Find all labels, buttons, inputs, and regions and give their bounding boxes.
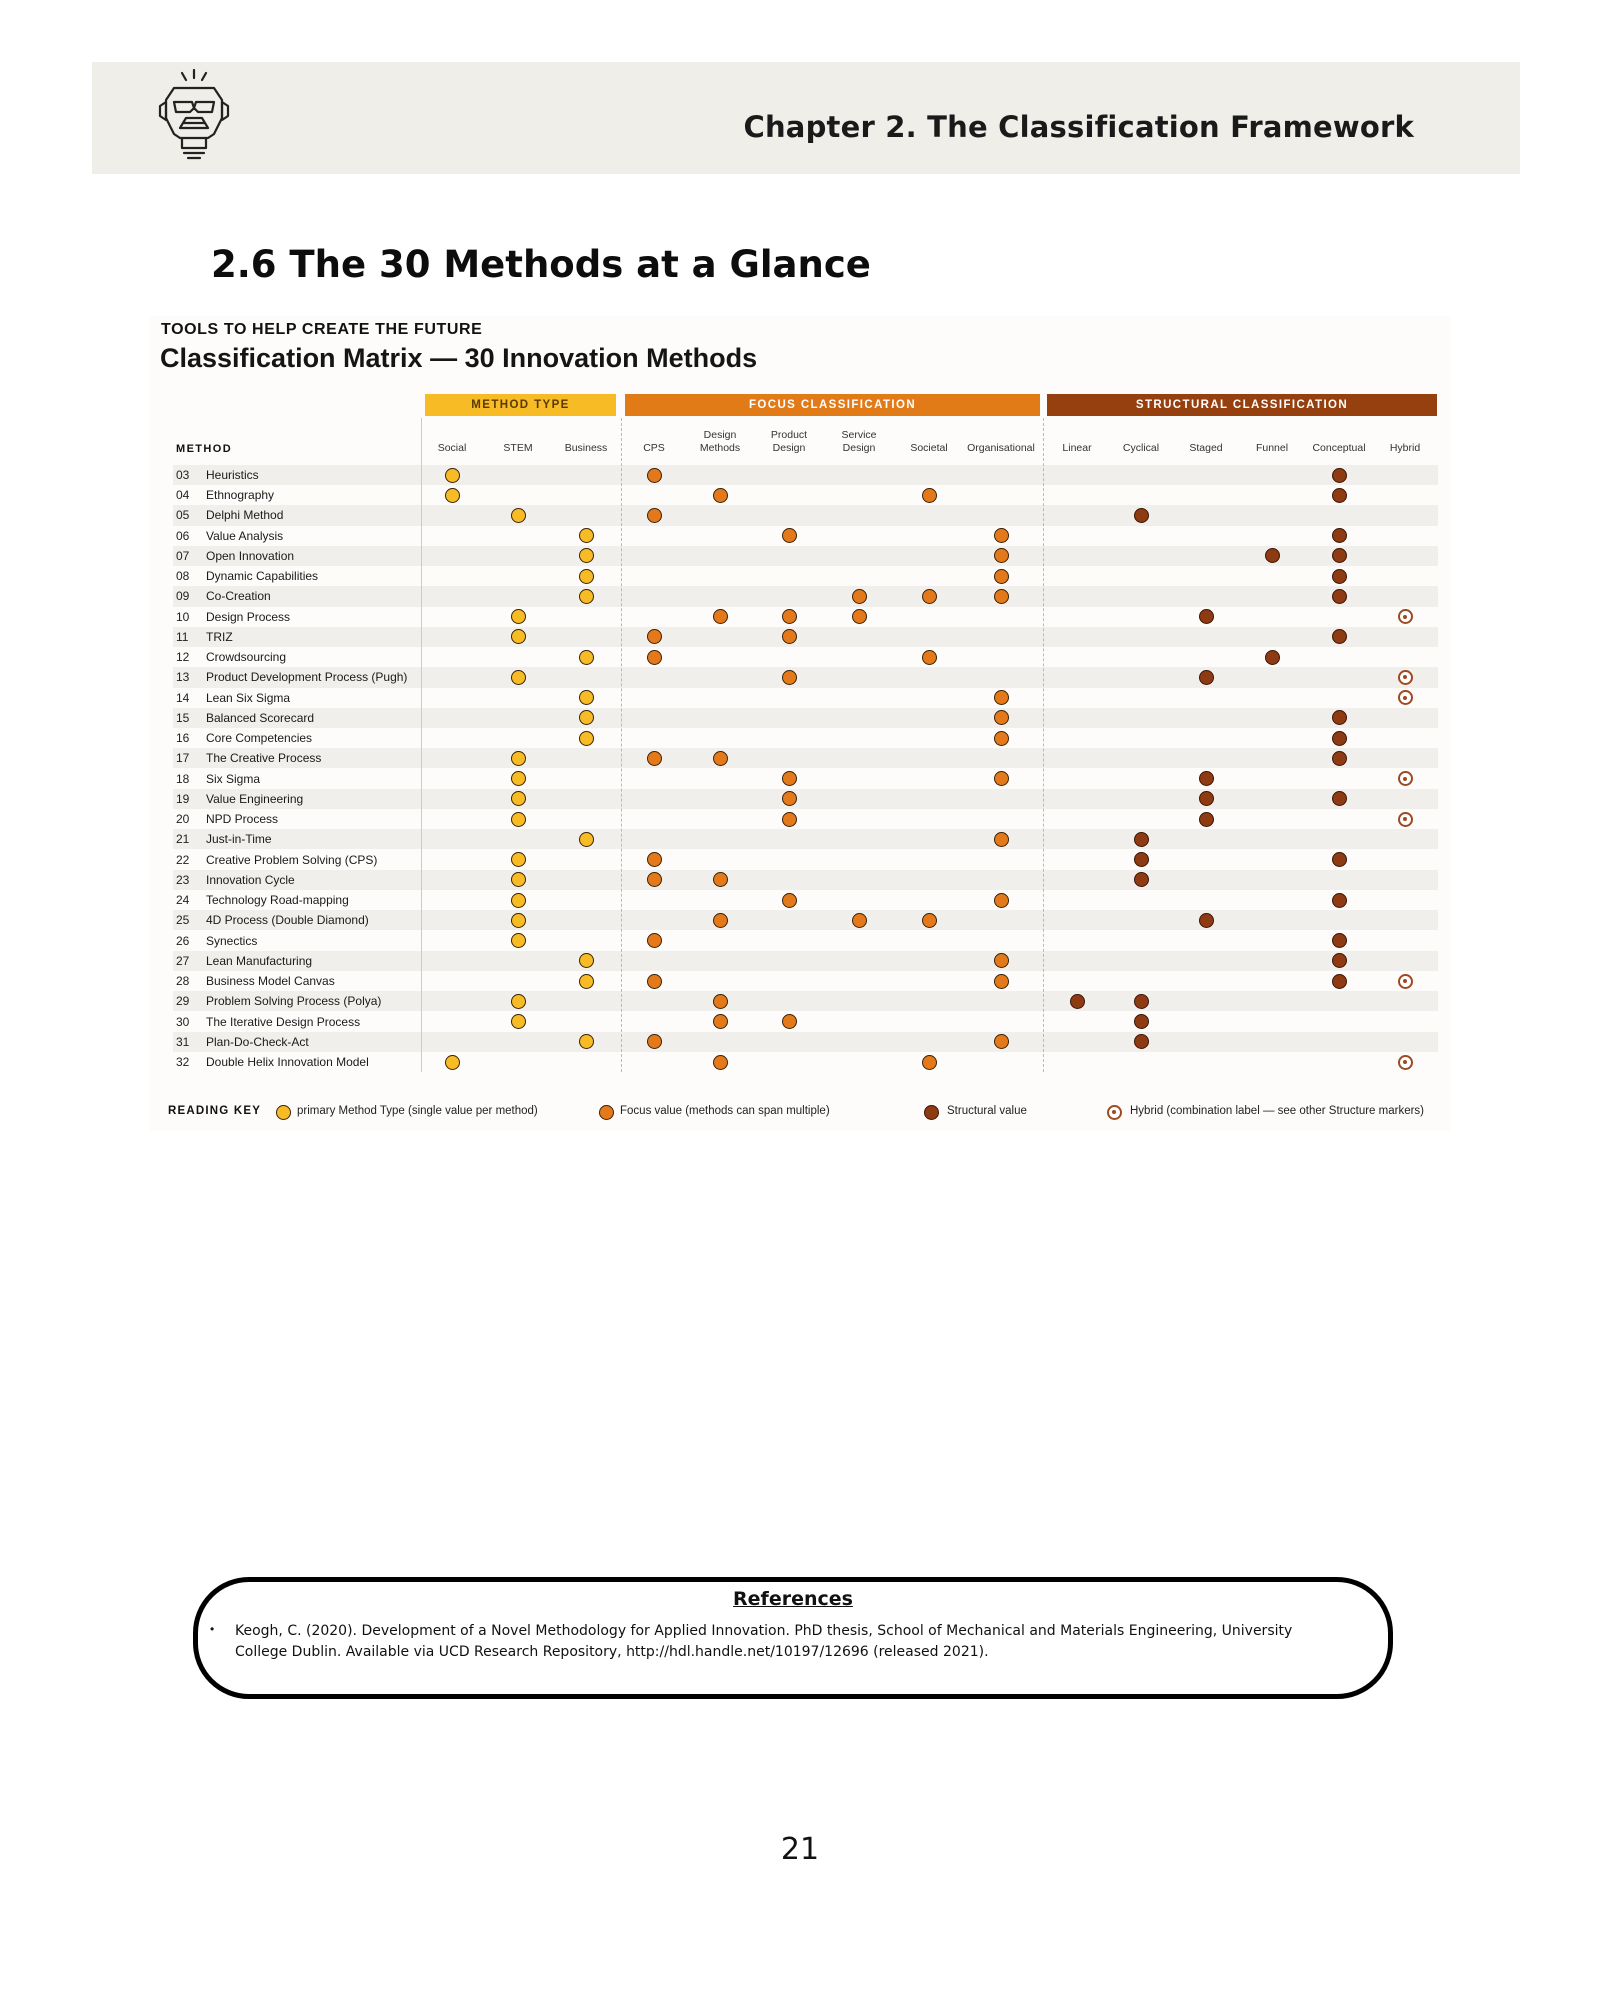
references-box: [193, 1577, 1393, 1699]
marker-organisational: [994, 953, 1009, 968]
row-band: [173, 951, 1438, 971]
column-header-conceptual: Conceptual: [1312, 442, 1366, 454]
column-header-hybrid: Hybrid: [1389, 442, 1421, 454]
marker-design-methods: [713, 488, 728, 503]
marker-stem: [511, 508, 526, 523]
marker-product-design: [782, 771, 797, 786]
marker-societal: [922, 589, 937, 604]
marker-organisational: [994, 771, 1009, 786]
group-divider: [421, 418, 422, 1072]
method-number: 26: [176, 933, 190, 948]
key-method-type-label: primary Method Type (single value per method): [297, 1105, 538, 1117]
marker-staged: [1199, 670, 1214, 685]
row-band: [173, 465, 1438, 485]
method-name: Product Development Process (Pugh): [206, 670, 408, 685]
key-hybrid-label: Hybrid (combination label — see other Structure markers): [1130, 1105, 1425, 1117]
marker-conceptual: [1332, 852, 1347, 867]
method-number: 18: [176, 771, 190, 786]
method-number: 27: [176, 953, 190, 968]
key-method-type-dot: [276, 1105, 291, 1120]
marker-cps: [647, 872, 662, 887]
section-title: 2.6 The 30 Methods at a Glance: [211, 243, 871, 286]
marker-product-design: [782, 670, 797, 685]
method-name: Heuristics: [206, 468, 259, 482]
row-band: [173, 586, 1438, 606]
marker-design-methods: [713, 609, 728, 624]
method-name: Lean Six Sigma: [206, 690, 291, 705]
marker-social: [445, 468, 460, 483]
method-name: The Iterative Design Process: [206, 1014, 361, 1029]
marker-cps: [647, 508, 662, 523]
key-structural-dot: [924, 1105, 939, 1120]
marker-business: [579, 953, 594, 968]
page-number: 21: [780, 1832, 820, 1867]
key-structural-label: Structural value: [947, 1105, 1027, 1117]
method-number: 09: [176, 589, 190, 604]
method-number: 08: [176, 569, 190, 584]
marker-business: [579, 974, 594, 989]
marker-cyclical: [1134, 832, 1149, 847]
marker-organisational: [994, 974, 1009, 989]
method-number: 11: [176, 629, 189, 644]
method-number: 20: [176, 812, 190, 827]
method-name: NPD Process: [206, 812, 279, 827]
marker-hybrid: [1398, 812, 1413, 827]
marker-conceptual: [1332, 710, 1347, 725]
marker-cps: [647, 650, 662, 665]
marker-product-design: [782, 791, 797, 806]
marker-design-methods: [713, 751, 728, 766]
marker-design-methods: [713, 994, 728, 1009]
method-name: Balanced Scorecard: [206, 710, 315, 725]
marker-cps: [647, 1034, 662, 1049]
method-number: 31: [176, 1034, 190, 1049]
marker-funnel: [1265, 548, 1280, 563]
method-number: 25: [176, 913, 190, 928]
method-number: 07: [176, 548, 190, 563]
marker-organisational: [994, 832, 1009, 847]
column-header-funnel: Funnel: [1255, 442, 1289, 454]
method-name: Co-Creation: [206, 589, 271, 604]
marker-business: [579, 1034, 594, 1049]
group-header-structural: STRUCTURAL CLASSIFICATION: [1047, 394, 1437, 416]
method-name: Open Innovation: [206, 548, 295, 563]
marker-business: [579, 528, 594, 543]
marker-stem: [511, 812, 526, 827]
marker-design-methods: [713, 913, 728, 928]
marker-business: [579, 569, 594, 584]
marker-linear: [1070, 994, 1085, 1009]
method-number: 05: [176, 508, 190, 523]
marker-organisational: [994, 690, 1009, 705]
column-header-business: Business: [564, 442, 608, 454]
method-name: TRIZ: [206, 629, 233, 644]
column-header-staged: Staged: [1189, 442, 1223, 454]
method-name: Dynamic Capabilities: [206, 569, 319, 584]
method-number: 12: [176, 650, 190, 665]
method-name: Value Engineering: [206, 791, 304, 806]
row-band: [173, 870, 1438, 890]
method-name: Crowdsourcing: [206, 650, 287, 665]
method-name: Lean Manufacturing: [206, 953, 313, 968]
key-hybrid-dot: [1107, 1105, 1122, 1120]
method-number: 04: [176, 488, 190, 503]
marker-conceptual: [1332, 893, 1347, 908]
method-number: 16: [176, 731, 190, 746]
marker-business: [579, 832, 594, 847]
column-header-organisational: Organisational: [967, 442, 1035, 454]
marker-funnel: [1265, 650, 1280, 665]
chapter-title: Chapter 2. The Classification Framework: [743, 110, 1414, 144]
method-name: Six Sigma: [206, 771, 261, 786]
marker-staged: [1199, 913, 1214, 928]
marker-cyclical: [1134, 1034, 1149, 1049]
method-name: Innovation Cycle: [206, 872, 295, 887]
marker-stem: [511, 629, 526, 644]
marker-conceptual: [1332, 468, 1347, 483]
column-header-product-design: Product Design: [770, 429, 808, 454]
marker-social: [445, 488, 460, 503]
marker-product-design: [782, 609, 797, 624]
marker-product-design: [782, 1014, 797, 1029]
row-band: [173, 627, 1438, 647]
marker-stem: [511, 893, 526, 908]
marker-stem: [511, 872, 526, 887]
marker-staged: [1199, 609, 1214, 624]
method-number: 30: [176, 1014, 190, 1029]
marker-cyclical: [1134, 994, 1149, 1009]
method-number: 13: [176, 670, 190, 685]
marker-product-design: [782, 812, 797, 827]
reference-item: Keogh, C. (2020). Development of a Novel Methodology for Applied Innovation. PhD thesis, School of Mechanical and Materials Engineering, University College Dublin. Available via UCD Research Repository, http://hdl.handle.net/10197/12696 (released 2021).: [235, 1623, 1293, 1660]
marker-organisational: [994, 589, 1009, 604]
marker-staged: [1199, 812, 1214, 827]
method-column-header: METHOD: [176, 443, 233, 455]
marker-business: [579, 589, 594, 604]
marker-societal: [922, 488, 937, 503]
marker-cyclical: [1134, 508, 1149, 523]
column-header-service-design: Service Design: [841, 429, 877, 454]
method-name: 4D Process (Double Diamond): [206, 913, 369, 928]
method-name: Value Analysis: [206, 528, 284, 543]
references-title: References: [733, 1588, 853, 1610]
marker-organisational: [994, 710, 1009, 725]
row-band: [173, 546, 1438, 566]
column-header-linear: Linear: [1062, 442, 1092, 454]
method-name: Problem Solving Process (Polya): [206, 994, 382, 1009]
marker-business: [579, 690, 594, 705]
column-header-cyclical: Cyclical: [1122, 442, 1160, 454]
marker-service-design: [852, 589, 867, 604]
key-focus-dot: [599, 1105, 614, 1120]
monkey-lightbulb-icon: [152, 68, 236, 164]
method-number: 21: [176, 832, 190, 847]
method-name: Core Competencies: [206, 731, 313, 746]
marker-hybrid: [1398, 670, 1413, 685]
marker-social: [445, 1055, 460, 1070]
marker-organisational: [994, 548, 1009, 563]
marker-design-methods: [713, 1014, 728, 1029]
marker-conceptual: [1332, 751, 1347, 766]
row-band: [173, 789, 1438, 809]
marker-conceptual: [1332, 629, 1347, 644]
row-band: [173, 829, 1438, 849]
method-name: Business Model Canvas: [206, 974, 335, 989]
marker-product-design: [782, 528, 797, 543]
group-divider: [621, 418, 622, 1072]
marker-societal: [922, 913, 937, 928]
method-name: Creative Problem Solving (CPS): [206, 852, 378, 867]
marker-business: [579, 548, 594, 563]
marker-organisational: [994, 731, 1009, 746]
marker-conceptual: [1332, 589, 1347, 604]
marker-cps: [647, 852, 662, 867]
marker-stem: [511, 771, 526, 786]
marker-hybrid: [1398, 771, 1413, 786]
marker-conceptual: [1332, 974, 1347, 989]
column-header-societal: Societal: [910, 442, 948, 454]
marker-cps: [647, 751, 662, 766]
method-name: Synectics: [206, 933, 258, 948]
method-name: Delphi Method: [206, 508, 284, 523]
column-header-cps: CPS: [643, 442, 665, 454]
marker-product-design: [782, 893, 797, 908]
marker-conceptual: [1332, 528, 1347, 543]
matrix-kicker: TOOLS TO HELP CREATE THE FUTURE: [161, 321, 483, 338]
reading-key-title: READING KEY: [168, 1105, 262, 1117]
bullet-icon: •: [210, 1622, 215, 1636]
marker-stem: [511, 852, 526, 867]
method-number: 22: [176, 852, 190, 867]
marker-conceptual: [1332, 569, 1347, 584]
marker-business: [579, 710, 594, 725]
marker-staged: [1199, 771, 1214, 786]
marker-business: [579, 731, 594, 746]
method-number: 29: [176, 994, 190, 1009]
marker-cyclical: [1134, 1014, 1149, 1029]
group-divider: [1043, 418, 1044, 1072]
marker-societal: [922, 1055, 937, 1070]
row-band: [173, 708, 1438, 728]
marker-stem: [511, 791, 526, 806]
method-number: 03: [176, 468, 190, 482]
marker-hybrid: [1398, 690, 1413, 705]
marker-conceptual: [1332, 488, 1347, 503]
marker-cyclical: [1134, 852, 1149, 867]
marker-stem: [511, 751, 526, 766]
marker-cps: [647, 974, 662, 989]
method-number: 10: [176, 609, 190, 624]
marker-hybrid: [1398, 974, 1413, 989]
marker-stem: [511, 994, 526, 1009]
method-name: Double Helix Innovation Model: [206, 1055, 369, 1069]
matrix-title: Classification Matrix — 30 Innovation Methods: [160, 343, 758, 373]
method-number: 32: [176, 1055, 190, 1069]
marker-design-methods: [713, 1055, 728, 1070]
marker-hybrid: [1398, 609, 1413, 624]
method-number: 28: [176, 974, 190, 989]
marker-stem: [511, 1014, 526, 1029]
marker-cps: [647, 933, 662, 948]
marker-staged: [1199, 791, 1214, 806]
method-name: Just-in-Time: [206, 832, 272, 847]
marker-stem: [511, 913, 526, 928]
row-band: [173, 748, 1438, 768]
marker-conceptual: [1332, 933, 1347, 948]
method-number: 14: [176, 690, 190, 705]
method-number: 24: [176, 893, 190, 908]
method-number: 15: [176, 710, 190, 725]
group-header-focus: FOCUS CLASSIFICATION: [625, 394, 1040, 416]
method-name: The Creative Process: [206, 751, 322, 766]
column-header-stem: STEM: [503, 442, 533, 454]
column-header-social: Social: [437, 442, 467, 454]
marker-conceptual: [1332, 731, 1347, 746]
marker-stem: [511, 670, 526, 685]
row-band: [173, 505, 1438, 525]
marker-stem: [511, 933, 526, 948]
key-focus-label: Focus value (methods can span multiple): [620, 1105, 830, 1117]
marker-stem: [511, 609, 526, 624]
marker-cps: [647, 468, 662, 483]
marker-cyclical: [1134, 872, 1149, 887]
marker-societal: [922, 650, 937, 665]
column-header-design-methods: Design Methods: [699, 429, 741, 454]
marker-organisational: [994, 893, 1009, 908]
method-number: 23: [176, 872, 190, 887]
marker-service-design: [852, 609, 867, 624]
method-name: Technology Road-mapping: [206, 893, 349, 908]
row-band: [173, 1032, 1438, 1052]
marker-organisational: [994, 528, 1009, 543]
method-number: 17: [176, 751, 190, 766]
marker-organisational: [994, 1034, 1009, 1049]
method-name: Design Process: [206, 609, 291, 624]
marker-design-methods: [713, 872, 728, 887]
method-name: Plan-Do-Check-Act: [206, 1034, 309, 1049]
marker-service-design: [852, 913, 867, 928]
marker-organisational: [994, 569, 1009, 584]
marker-conceptual: [1332, 548, 1347, 563]
method-name: Ethnography: [206, 488, 275, 503]
marker-hybrid: [1398, 1055, 1413, 1070]
method-number: 19: [176, 791, 190, 806]
marker-business: [579, 650, 594, 665]
marker-product-design: [782, 629, 797, 644]
marker-cps: [647, 629, 662, 644]
group-header-method-type: METHOD TYPE: [425, 394, 616, 416]
method-number: 06: [176, 528, 190, 543]
marker-conceptual: [1332, 953, 1347, 968]
marker-conceptual: [1332, 791, 1347, 806]
